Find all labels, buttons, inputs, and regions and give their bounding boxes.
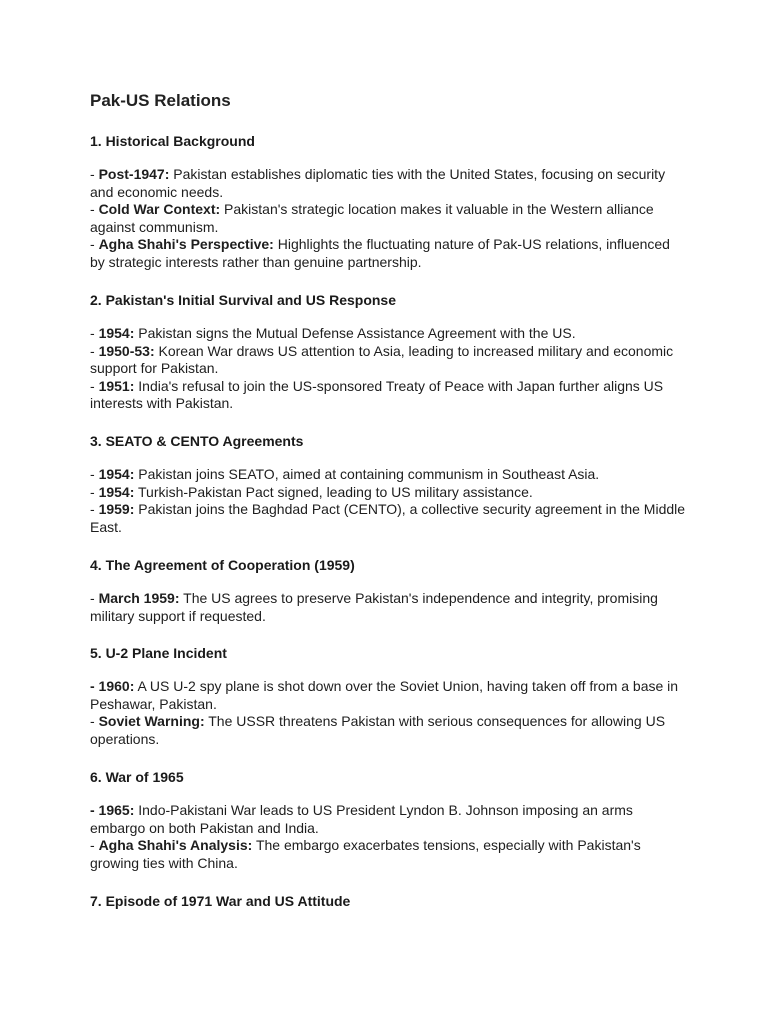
list-item: - 1954: Pakistan joins SEATO, aimed at containing communism in Southeast Asia. — [90, 466, 600, 482]
section-initial-survival — [90, 290, 690, 413]
list-item: - Agha Shahi's Analysis: The embargo exacerbates tensions, especially with Pakistan's growing ties with China. — [90, 837, 641, 871]
list-item: - 1954: Turkish-Pakistan Pact signed, leading to US military assistance. — [90, 483, 533, 500]
list-item: - 1965: Indo-Pakistani War leads to US President Lyndon B. Johnson imposing an arms embargo on both Pakistan and India. — [90, 802, 633, 836]
list-item: - Cold War Context: Pakistan's strategic location makes it valuable in the Western alliance against communism. — [90, 201, 654, 235]
section-agreement-of-cooperation — [90, 555, 690, 625]
section-1971-war — [90, 891, 690, 911]
list-item: - 1954: Pakistan signs the Mutual Defense Assistance Agreement with the US. — [90, 325, 576, 341]
list-item: - 1960: A US U-2 spy plane is shot down over the Soviet Union, having taken off from a base in Peshawar, Pakistan. — [90, 678, 679, 712]
section-heading: 5. U-2 Plane Incident — [90, 645, 227, 661]
section-heading: 7. Episode of 1971 War and US Attitude — [90, 893, 351, 909]
section-seato-cento — [90, 431, 690, 536]
list-item: - Soviet Warning: The USSR threatens Pakistan with serious consequences for allowing US operations. — [90, 713, 666, 747]
page-title: Pak-US Relations — [90, 91, 231, 110]
list-item: - March 1959: The US agrees to preserve Pakistan's independence and integrity, promising military support if requested. — [90, 590, 658, 624]
list-item: - 1950-53: Korean War draws US attention to Asia, leading to increased military and economic support for Pakistan. — [90, 342, 674, 376]
section-war-of-1965 — [90, 767, 690, 872]
section-heading: 1. Historical Background — [90, 133, 255, 149]
list-item: - Post-1947: Pakistan establishes diplomatic ties with the United States, focusing on security and economic needs. — [90, 166, 666, 200]
section-heading: 6. War of 1965 — [90, 769, 184, 785]
section-historical-background — [90, 131, 690, 271]
list-item: - 1959: Pakistan joins the Baghdad Pact (CENTO), a collective security agreement in the Middle East. — [90, 501, 686, 535]
section-heading: 4. The Agreement of Cooperation (1959) — [90, 557, 355, 573]
list-item: - 1951: India's refusal to join the US-sponsored Treaty of Peace with Japan further aligns US interests with Pakistan. — [90, 377, 664, 411]
section-heading: 3. SEATO & CENTO Agreements — [90, 433, 304, 449]
section-heading: 2. Pakistan's Initial Survival and US Response — [90, 292, 396, 308]
section-u2-incident — [90, 643, 690, 748]
list-item: - Agha Shahi's Perspective: Highlights the fluctuating nature of Pak-US relations, influenced by strategic interests rather than genuine partnership. — [90, 236, 670, 270]
